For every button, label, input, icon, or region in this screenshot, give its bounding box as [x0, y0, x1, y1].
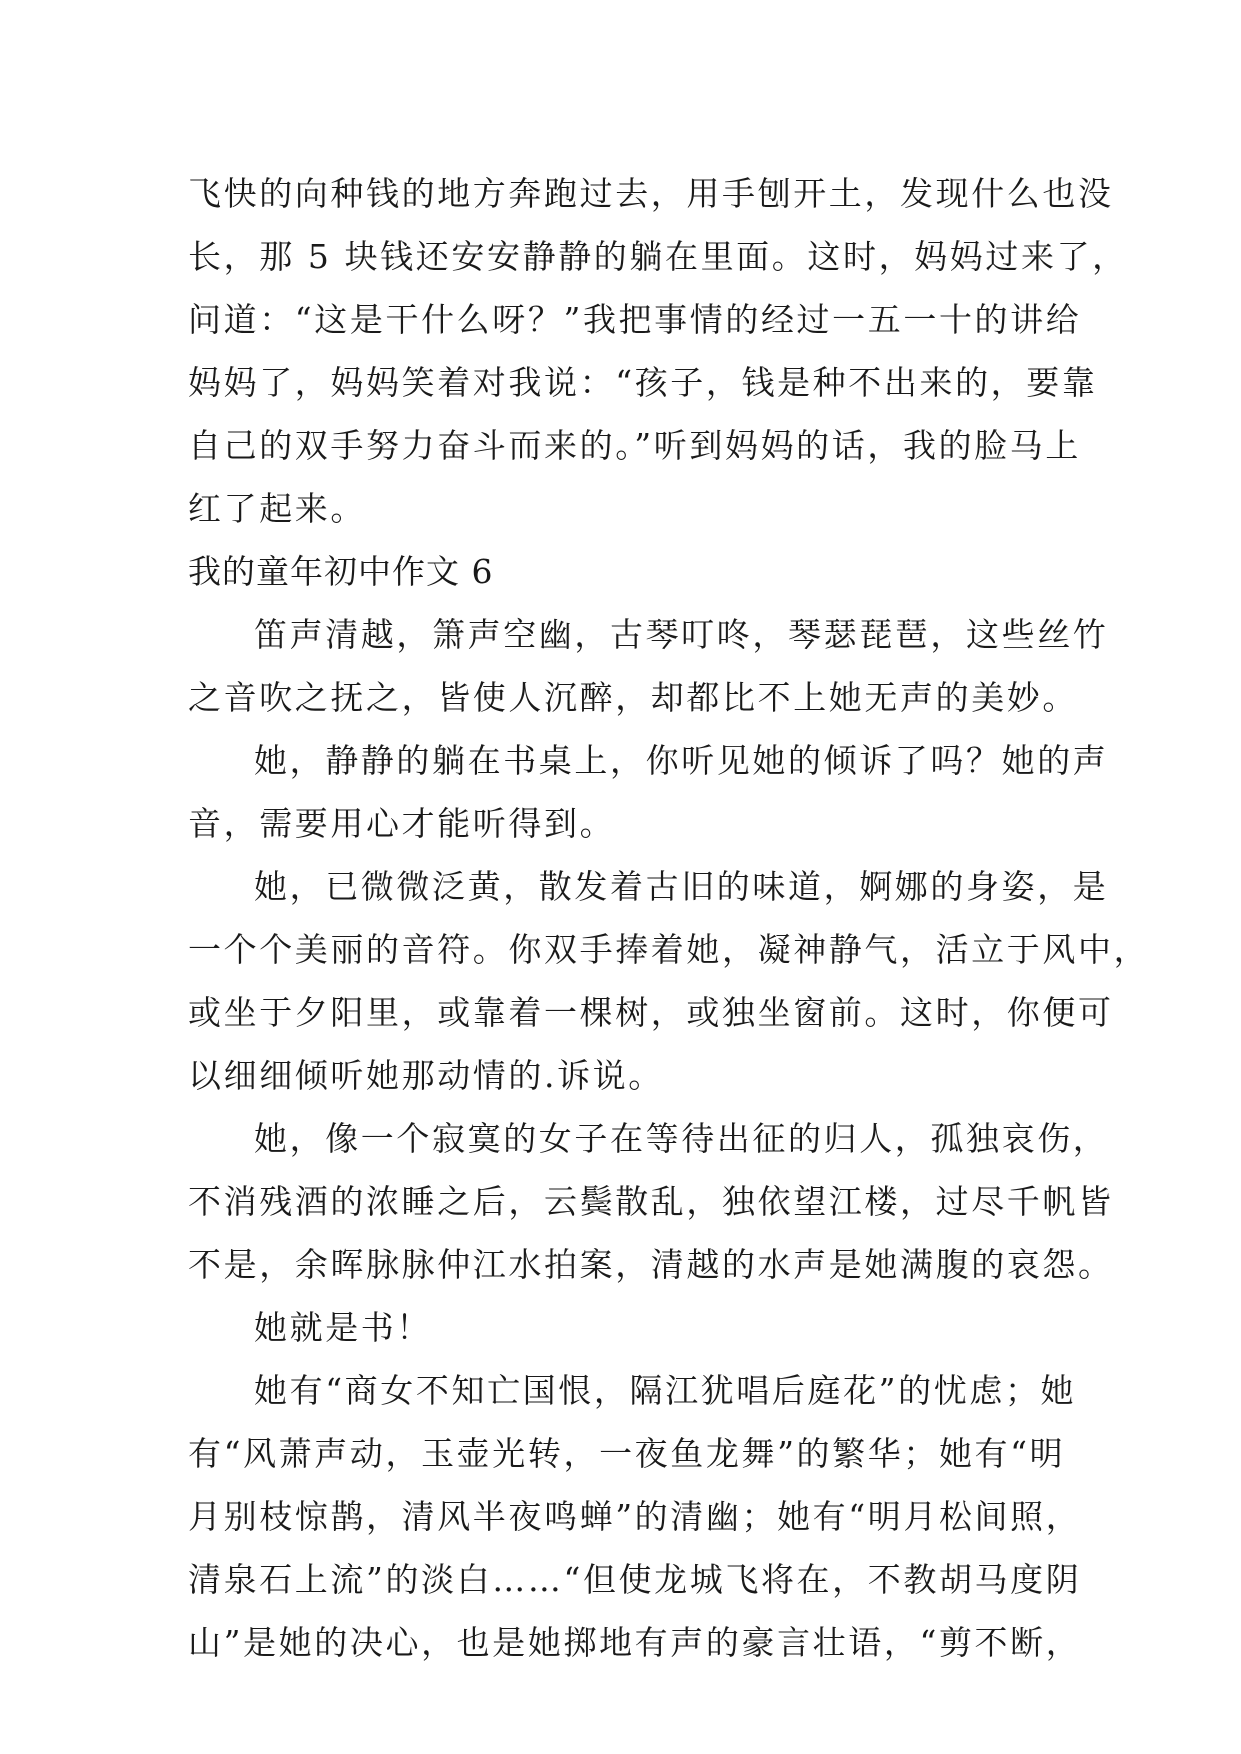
- text-line: 有“风萧声动，玉壶光转，一夜鱼龙舞”的繁华；她有“明: [188, 1434, 1066, 1473]
- paragraph-first-line: 她就是书！: [254, 1308, 432, 1347]
- text-line: 或坐于夕阳里，或靠着一棵树，或独坐窗前。这时，你便可: [188, 993, 1114, 1032]
- paragraph-first-line: 她，静静的躺在书桌上，你听见她的倾诉了吗？她的声: [254, 741, 1109, 780]
- text-line: 清泉石上流”的淡白……“但使龙城飞将在，不教胡马度阴: [188, 1560, 1082, 1599]
- text-line: 不是，余晖脉脉仲江水拍案，清越的水声是她满腹的哀怨。: [188, 1245, 1114, 1284]
- paragraph-first-line: 她，像一个寂寞的女子在等待出征的归人，孤独哀伤，: [254, 1119, 1109, 1158]
- text-line: 长，那 5 块钱还安安静静的躺在里面。这时，妈妈过来了，: [188, 237, 1128, 276]
- article-body: [188, 162, 1150, 1674]
- text-line: 一个个美丽的音符。你双手捧着她，凝神静气，活立于风中，: [188, 930, 1150, 969]
- text-line: 妈妈了，妈妈笑着对我说：“孩子，钱是种不出来的，要靠: [188, 363, 1098, 402]
- text-line: 红了起来。: [188, 489, 366, 528]
- text-line: 之音吹之抚之，皆使人沉醉，却都比不上她无声的美妙。: [188, 678, 1078, 717]
- paragraph-first-line: 她有“商女不知亡国恨，隔江犹唱后庭花”的忧虑；她: [254, 1371, 1077, 1410]
- paragraph-first-line: 她，已微微泛黄，散发着古旧的味道，婀娜的身姿，是: [254, 867, 1109, 906]
- text-line: 音，需要用心才能听得到。: [188, 804, 616, 843]
- text-line: 山”是她的决心，也是她掷地有声的豪言壮语，“剪不断，: [188, 1623, 1082, 1662]
- text-line: 问道：“这是干什么呀？”我把事情的经过一五一十的讲给: [188, 300, 1082, 339]
- paragraph-first-line: 笛声清越，箫声空幽，古琴叮咚，琴瑟琵琶，这些丝竹: [254, 615, 1109, 654]
- section-heading: 我的童年初中作文 6: [188, 552, 494, 591]
- text-line: 不消残酒的浓睡之后，云鬓散乱，独依望江楼，过尽千帆皆: [188, 1182, 1114, 1221]
- text-line: 飞快的向种钱的地方奔跑过去，用手刨开土，发现什么也没: [188, 174, 1114, 213]
- text-line: 月别枝惊鹊，清风半夜鸣蝉”的清幽；她有“明月松间照，: [188, 1497, 1082, 1536]
- text-line: 自己的双手努力奋斗而来的。”听到妈妈的话，我的脸马上: [188, 426, 1081, 465]
- text-line: 以细细倾听她那动情的.诉说。: [188, 1056, 664, 1095]
